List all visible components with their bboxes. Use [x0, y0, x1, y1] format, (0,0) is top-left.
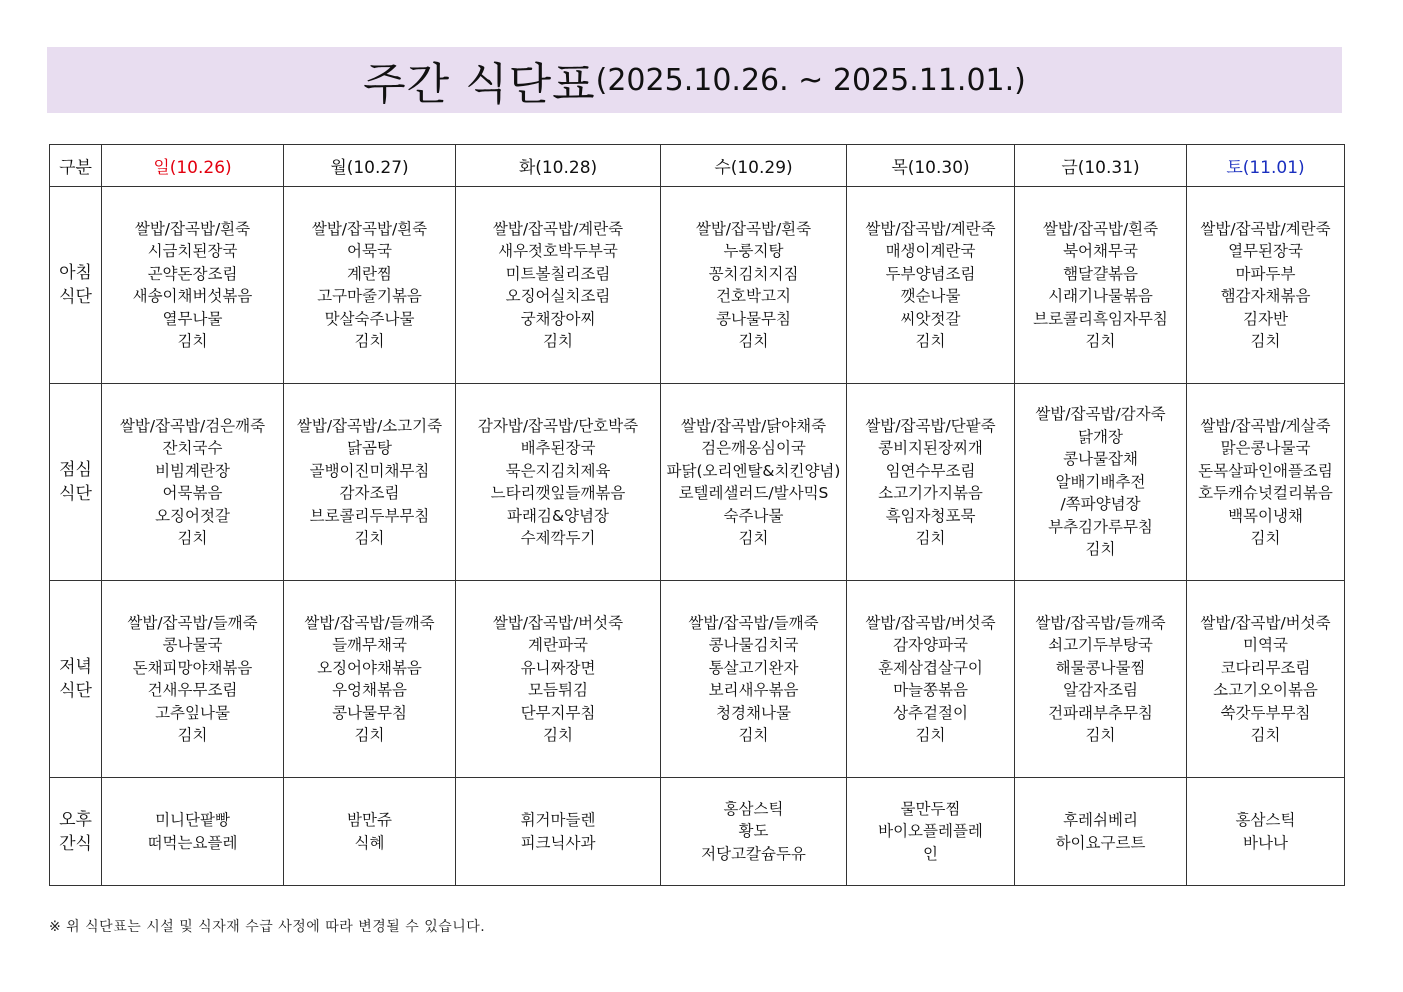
breakfast-row — [50, 187, 1345, 384]
day-header-fri: 금(10.31) — [1015, 145, 1187, 187]
menu-item: 단무지무침 — [520, 703, 596, 722]
menu-item: 미니단팥빵 — [155, 811, 230, 829]
menu-item: 쌀밥/잡곡밥/게살죽 — [1200, 416, 1331, 435]
menu-item: 골뱅이진미채무침 — [309, 461, 430, 480]
day-header-tue: 화(10.28) — [456, 145, 661, 187]
menu-item: 청경채나물 — [716, 703, 791, 722]
menu-item: 김치 — [543, 726, 573, 744]
category-label-line: 식단 — [59, 484, 92, 504]
menu-item: 오징어야채볶음 — [317, 658, 422, 677]
day-header-mon: 월(10.27) — [284, 145, 456, 187]
menu-item: 두부양념조림 — [885, 264, 976, 283]
footnote: ※ 위 식단표는 시설 및 식자재 수급 사정에 따라 변경될 수 있습니다. — [49, 919, 486, 935]
menu-item: 김치 — [177, 332, 208, 350]
menu-item: 잔치국수 — [162, 439, 223, 457]
menu-item: 수제깍두기 — [520, 529, 596, 547]
menu-cell-mon — [284, 778, 456, 886]
menu-item: 어묵국 — [347, 242, 392, 260]
menu-item: 햄달걀볶음 — [1063, 264, 1138, 283]
menu-cell-fri — [1015, 581, 1187, 778]
menu-item: 건호박고지 — [716, 287, 791, 305]
menu-cell-thu — [847, 187, 1015, 384]
menu-item: 김치 — [177, 726, 208, 744]
menu-item: 코다리무조림 — [1220, 658, 1311, 677]
category-label-line: 간식 — [59, 833, 92, 854]
menu-cell-mon — [284, 187, 456, 384]
menu-item: 홍삼스틱 — [723, 799, 784, 818]
menu-item: 돈목살파인애플조림 — [1198, 461, 1333, 480]
menu-item: 소고기오이볶음 — [1213, 681, 1318, 699]
snack-row — [50, 778, 1345, 886]
menu-cell-tue — [456, 384, 661, 581]
menu-item: 바이오플레플레 — [878, 822, 983, 841]
category-label-line: 오후 — [59, 809, 92, 830]
menu-item: 파닭(오리엔탈&치킨양념) — [666, 461, 841, 480]
menu-item: 묵은지김치제육 — [505, 461, 611, 480]
menu-item: 햄감자채볶음 — [1220, 287, 1311, 305]
menu-item: 꽁치김치지짐 — [708, 264, 799, 283]
menu-item: 쌀밥/잡곡밥/흰죽 — [1042, 219, 1159, 238]
menu-item: 깻순나물 — [900, 287, 961, 305]
menu-item: 비빔계란장 — [155, 461, 230, 480]
menu-item: 쇠고기두부탕국 — [1048, 636, 1153, 654]
menu-item: 훈제삼겹살구이 — [878, 658, 983, 677]
menu-item: 누룽지탕 — [723, 242, 784, 260]
menu-item: 쌀밥/잡곡밥/들깨죽 — [304, 613, 435, 632]
menu-item: 식혜 — [354, 833, 385, 852]
menu-item: 김치 — [1250, 332, 1281, 350]
menu-cell-sat — [1187, 384, 1345, 581]
menu-item: 곤약돈장조림 — [147, 264, 238, 283]
menu-cell-sun — [102, 778, 284, 886]
menu-item: 보리새우볶음 — [708, 681, 799, 699]
page-title: 주간 식단표 — [363, 59, 596, 110]
menu-cell-mon — [284, 384, 456, 581]
menu-item: 시래기나물볶음 — [1048, 287, 1153, 305]
menu-item: 건새우무조림 — [147, 681, 238, 699]
menu-item: 쌀밥/잡곡밥/계란죽 — [492, 219, 624, 238]
menu-cell-sat — [1187, 778, 1345, 886]
menu-item: 홍삼스틱 — [1235, 811, 1296, 829]
menu-item: 부추김가루무침 — [1048, 517, 1153, 536]
day-header-sat: 토(11.01) — [1187, 145, 1345, 187]
menu-item: 소고기가지볶음 — [878, 484, 983, 502]
menu-item: 계란찜 — [347, 264, 392, 283]
menu-item: 새우젓호박두부국 — [498, 242, 618, 260]
menu-item: 들깨무채국 — [332, 636, 407, 654]
menu-item: 숙주나물 — [723, 506, 784, 525]
menu-item: 궁채장아찌 — [520, 309, 596, 328]
menu-cell-sun — [102, 581, 284, 778]
category-label — [50, 384, 102, 581]
menu-item: 흑임자청포묵 — [885, 506, 976, 525]
menu-item: 하이요구르트 — [1055, 833, 1146, 852]
menu-item: 쌀밥/잡곡밥/검은깨죽 — [119, 416, 266, 435]
category-label-line: 식단 — [59, 287, 92, 307]
menu-item: 쌀밥/잡곡밥/흰죽 — [134, 219, 251, 238]
menu-item: 물만두찜 — [900, 799, 961, 818]
menu-item: 쌀밥/잡곡밥/소고기죽 — [296, 416, 443, 435]
menu-item: 콩나물국 — [162, 636, 223, 654]
menu-item: 해물콩나물찜 — [1055, 658, 1146, 677]
menu-item: 쌀밥/잡곡밥/들깨죽 — [1035, 613, 1166, 632]
category-label-line: 식단 — [59, 681, 92, 701]
category-label-line: 점심 — [59, 460, 92, 480]
menu-item: 쑥갓두부무침 — [1220, 703, 1311, 722]
menu-item: 감자양파국 — [893, 636, 968, 654]
menu-item: 휘거마들렌 — [520, 811, 596, 829]
menu-item: 맑은콩나물국 — [1220, 439, 1311, 457]
date-range: (2025.10.26. ~ 2025.11.01.) — [595, 62, 1026, 98]
menu-item: 통살고기완자 — [708, 658, 799, 677]
menu-item: 쌀밥/잡곡밥/계란죽 — [865, 219, 996, 238]
menu-item: 김치 — [738, 726, 769, 744]
menu-item: 떠먹는요플레 — [147, 833, 238, 852]
weekly-menu-table — [49, 144, 1345, 886]
menu-item: 쌀밥/잡곡밥/닭야채죽 — [680, 416, 827, 435]
menu-item: 미트볼칠리조림 — [505, 264, 611, 283]
menu-item: 건파래부추무침 — [1048, 703, 1153, 722]
menu-item: 임연수무조림 — [885, 461, 976, 480]
menu-item: 인 — [923, 844, 938, 863]
menu-item: 마파두부 — [1235, 264, 1296, 283]
menu-cell-tue — [456, 778, 661, 886]
menu-item: 새송이채버섯볶음 — [132, 287, 253, 305]
menu-item: 황도 — [738, 822, 769, 841]
menu-item: 김치 — [915, 726, 946, 744]
menu-item: 시금치된장국 — [147, 242, 238, 260]
menu-item: 우엉채볶음 — [332, 681, 407, 699]
menu-item: 쌀밥/잡곡밥/감자죽 — [1035, 405, 1166, 424]
menu-item: 브로콜리두부무침 — [309, 506, 430, 525]
menu-item: 쌀밥/잡곡밥/들깨죽 — [688, 613, 819, 632]
menu-item: 후레쉬베리 — [1063, 811, 1138, 829]
header-row — [50, 145, 1345, 187]
menu-cell-thu — [847, 778, 1015, 886]
menu-item: 감자밥/잡곡밥/단호박죽 — [477, 416, 639, 435]
menu-item: 알감자조림 — [1063, 681, 1138, 699]
title-banner — [47, 47, 1342, 113]
menu-item: 김치 — [1250, 529, 1281, 547]
menu-item: 고추잎나물 — [155, 703, 230, 722]
menu-cell-thu — [847, 581, 1015, 778]
menu-item: 느타리깻잎들깨볶음 — [490, 484, 626, 502]
menu-item: /쪽파양념장 — [1060, 495, 1141, 514]
menu-item: 콩나물잡채 — [1063, 450, 1138, 469]
menu-item: 김치 — [177, 529, 208, 547]
menu-item: 파래김&양념장 — [507, 506, 609, 525]
menu-item: 김치 — [354, 332, 385, 350]
menu-item: 밤만쥬 — [347, 811, 392, 829]
menu-item: 감자조림 — [339, 484, 400, 502]
menu-item: 북어채무국 — [1063, 242, 1138, 260]
menu-item: 김치 — [354, 726, 385, 744]
menu-item: 김치 — [1085, 726, 1116, 744]
menu-cell-sun — [102, 384, 284, 581]
menu-item: 돈채피망야채볶음 — [132, 658, 253, 677]
menu-item: 백목이냉채 — [1228, 506, 1303, 525]
menu-item: 콩나물무침 — [716, 309, 791, 328]
menu-cell-sat — [1187, 581, 1345, 778]
menu-item: 쌀밥/잡곡밥/계란죽 — [1200, 219, 1331, 238]
day-header-thu: 목(10.30) — [847, 145, 1015, 187]
dinner-row — [50, 581, 1345, 778]
menu-item: 고구마줄기볶음 — [317, 287, 422, 305]
menu-item: 배추된장국 — [520, 439, 596, 457]
category-label — [50, 187, 102, 384]
menu-cell-mon — [284, 581, 456, 778]
menu-item: 맛살숙주나물 — [324, 309, 415, 328]
menu-item: 열무나물 — [162, 309, 223, 328]
menu-cell-wed — [661, 384, 847, 581]
menu-item: 닭곰탕 — [347, 439, 392, 457]
menu-item: 호두캐슈넛컬리볶음 — [1198, 484, 1333, 502]
menu-item: 어묵볶음 — [162, 484, 223, 502]
lunch-row — [50, 384, 1345, 581]
menu-item: 쌀밥/잡곡밥/버섯죽 — [1200, 613, 1331, 632]
menu-item: 상추겉절이 — [893, 703, 968, 722]
menu-item: 매생이계란국 — [885, 242, 976, 260]
menu-item: 쌀밥/잡곡밥/흰죽 — [695, 219, 812, 238]
menu-item: 쌀밥/잡곡밥/단팥죽 — [865, 416, 996, 435]
menu-cell-fri — [1015, 778, 1187, 886]
menu-item: 씨앗젓갈 — [900, 309, 961, 328]
menu-item: 김치 — [1085, 332, 1116, 350]
menu-item: 알배기배추전 — [1055, 472, 1146, 491]
menu-item: 쌀밥/잡곡밥/들깨죽 — [127, 613, 258, 632]
menu-item: 콩나물무침 — [332, 703, 407, 722]
menu-item: 저당고칼슘두유 — [701, 844, 806, 863]
menu-item: 모듬튀김 — [528, 681, 588, 699]
menu-item: 쌀밥/잡곡밥/버섯죽 — [865, 613, 996, 632]
menu-item: 유니짜장면 — [520, 658, 596, 677]
menu-item: 김치 — [915, 332, 946, 350]
menu-item: 오징어실치조림 — [505, 287, 611, 305]
menu-item: 오징어젓갈 — [155, 506, 230, 525]
menu-item: 김치 — [1250, 726, 1281, 744]
menu-cell-sun — [102, 187, 284, 384]
menu-item: 바나나 — [1243, 833, 1288, 852]
category-header: 구분 — [50, 145, 102, 187]
menu-item: 마늘쫑볶음 — [893, 681, 968, 699]
menu-item: 브로콜리흑임자무침 — [1033, 309, 1168, 328]
category-label — [50, 581, 102, 778]
menu-item: 김치 — [1085, 540, 1116, 559]
category-label — [50, 778, 102, 886]
menu-cell-wed — [661, 778, 847, 886]
menu-item: 쌀밥/잡곡밥/흰죽 — [311, 219, 428, 238]
menu-item: 김치 — [543, 332, 573, 350]
menu-item: 콩비지된장찌개 — [878, 439, 983, 457]
menu-item: 피크닉사과 — [520, 833, 596, 852]
menu-cell-wed — [661, 581, 847, 778]
menu-cell-fri — [1015, 187, 1187, 384]
menu-cell-fri — [1015, 384, 1187, 581]
menu-item: 미역국 — [1243, 636, 1288, 654]
menu-item: 검은깨옹심이국 — [701, 439, 806, 457]
category-label-line: 아침 — [59, 263, 92, 283]
day-header-wed: 수(10.29) — [661, 145, 847, 187]
menu-item: 열무된장국 — [1228, 242, 1303, 260]
menu-cell-sat — [1187, 187, 1345, 384]
menu-cell-tue — [456, 581, 661, 778]
menu-cell-wed — [661, 187, 847, 384]
menu-cell-thu — [847, 384, 1015, 581]
menu-item: 김자반 — [1243, 309, 1288, 328]
menu-item: 로텔레샐러드/발사믹S — [678, 484, 829, 502]
menu-item: 김치 — [738, 529, 769, 547]
menu-item: 계란파국 — [528, 636, 588, 654]
menu-item: 쌀밥/잡곡밥/버섯죽 — [492, 613, 624, 632]
menu-item: 닭개장 — [1078, 427, 1123, 446]
menu-item: 김치 — [915, 529, 946, 547]
menu-item: 김치 — [354, 529, 385, 547]
menu-item: 김치 — [738, 332, 769, 350]
menu-item: 콩나물김치국 — [708, 636, 799, 654]
menu-cell-tue — [456, 187, 661, 384]
category-label-line: 저녁 — [59, 657, 92, 677]
day-header-sun: 일(10.26) — [102, 145, 284, 187]
